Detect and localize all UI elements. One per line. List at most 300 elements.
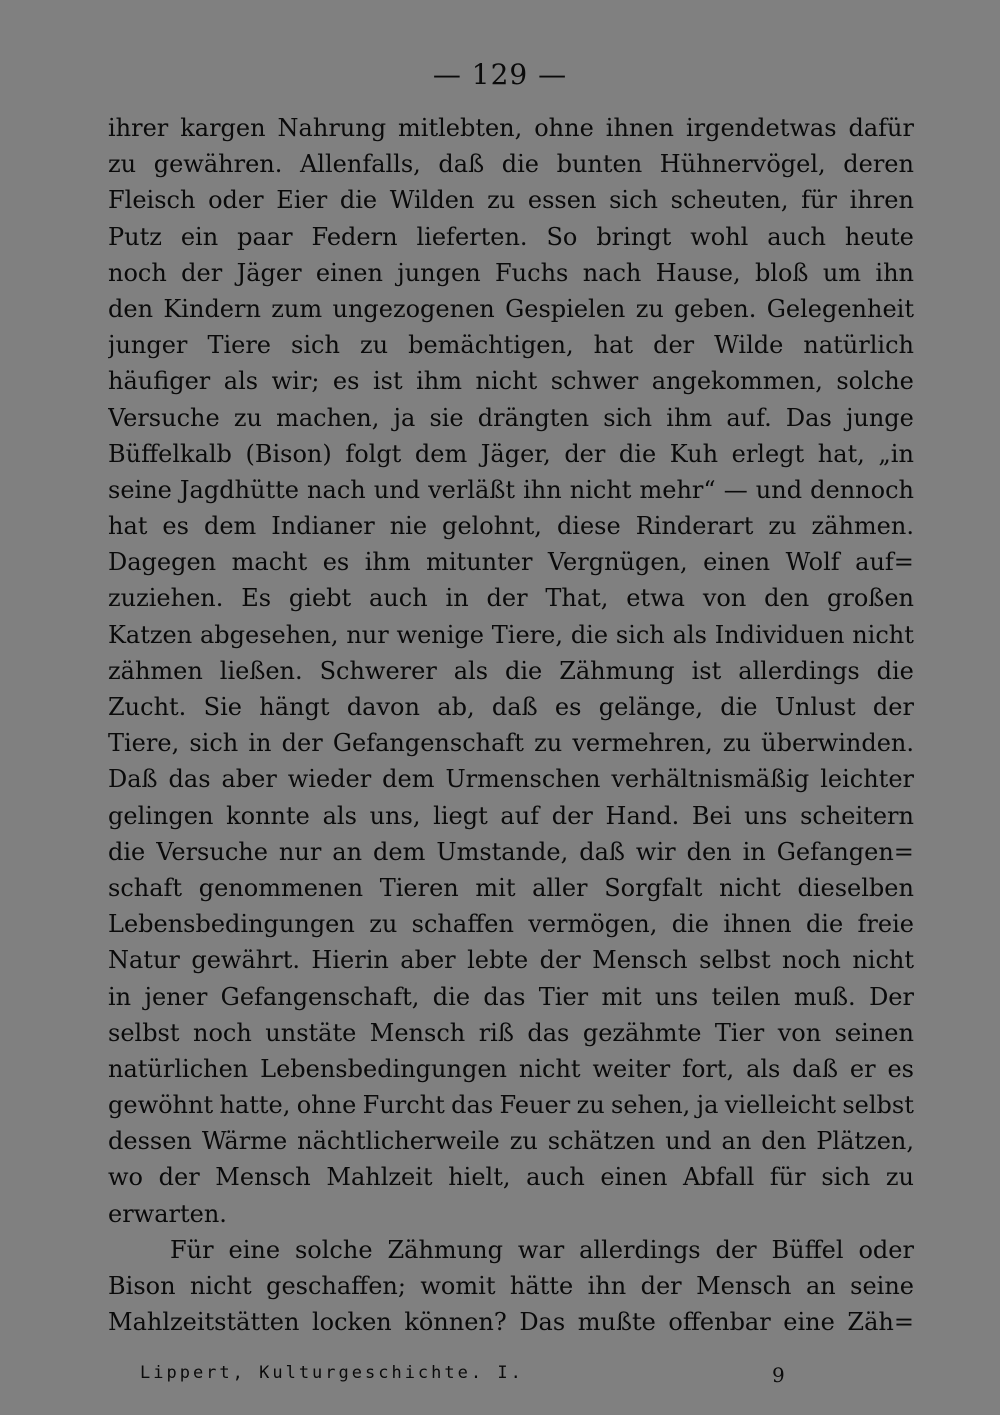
word: an — [721, 1127, 752, 1156]
text-line — [108, 906, 914, 942]
word: Mensch — [215, 1163, 311, 1192]
word: in — [445, 584, 469, 613]
word: zum — [271, 294, 323, 323]
word: scheuten, — [670, 186, 789, 215]
word: essen — [527, 186, 597, 215]
text-line — [108, 219, 914, 255]
word: Lebensbedingungen — [260, 1054, 507, 1083]
word: Rinderart — [635, 512, 754, 541]
text-line — [108, 725, 914, 761]
word: ohne — [296, 1091, 357, 1120]
word: war — [517, 1235, 565, 1264]
word: ein — [180, 222, 219, 251]
word: gewöhnt — [108, 1091, 214, 1120]
word: zähmen. — [811, 512, 914, 541]
word: Das — [785, 403, 832, 432]
word: zu — [576, 1091, 605, 1120]
word: an — [332, 837, 363, 866]
word: die — [108, 837, 146, 866]
word: Der — [869, 982, 914, 1011]
word: Zucht. — [108, 693, 187, 721]
word: ist — [691, 656, 722, 685]
word: gelänge, — [598, 693, 703, 721]
word: zuziehen. — [108, 584, 224, 613]
word: großen — [827, 584, 914, 613]
word: ihnen — [723, 910, 792, 939]
word: in — [108, 982, 132, 1011]
text-line — [108, 617, 914, 653]
word: Dagegen — [108, 548, 217, 577]
word: folgt — [345, 439, 402, 468]
text-line-paragraph-end: erwarten. — [108, 1199, 227, 1228]
word: Mahlzeit — [326, 1163, 433, 1192]
word: oder — [208, 186, 264, 215]
word: auch — [767, 222, 826, 251]
word: aber — [400, 946, 456, 975]
word: drängten — [477, 403, 590, 432]
word: dieselben — [797, 873, 914, 902]
word: dennoch — [810, 475, 914, 504]
text-line — [108, 1304, 914, 1340]
word: von — [777, 1018, 822, 1047]
word: ihn — [587, 1272, 627, 1300]
word: junge — [845, 403, 914, 432]
text-line — [108, 942, 914, 978]
word: ihn — [875, 258, 914, 287]
word: auch — [526, 1163, 585, 1192]
word: und — [373, 475, 421, 504]
word: nächtlicherweile — [297, 1127, 500, 1156]
word: zu — [635, 294, 664, 323]
word: nur — [346, 620, 389, 649]
body-text — [108, 110, 914, 1340]
word: heute — [844, 222, 914, 251]
word: gelingen — [108, 801, 214, 830]
word: Hand. — [605, 801, 680, 830]
word: einen — [600, 1163, 668, 1192]
word: der — [181, 258, 223, 287]
word: daß — [438, 150, 485, 179]
word: Tier — [538, 982, 589, 1011]
word: Wilden — [389, 186, 475, 215]
word: der — [640, 1272, 682, 1300]
word: mehr“ — [639, 475, 716, 504]
word: selbst — [699, 946, 771, 975]
word: es — [554, 693, 582, 721]
word: wieder — [287, 765, 372, 794]
word: Für — [170, 1235, 214, 1264]
text-line — [108, 255, 914, 291]
word: geschaffen; — [266, 1272, 406, 1300]
word: Furcht — [362, 1091, 445, 1120]
word: Gefangenschaft — [332, 729, 524, 758]
word: zu — [487, 186, 516, 215]
word: Allenfalls, — [299, 150, 421, 179]
text-line — [108, 327, 914, 363]
word: zu — [509, 1127, 538, 1156]
word: teilen — [711, 982, 781, 1011]
word: das — [168, 765, 211, 794]
word: erlegt — [731, 439, 805, 468]
word: etwa — [626, 584, 685, 613]
word: konnte — [226, 801, 310, 830]
text-line — [108, 870, 914, 906]
word: hängt — [259, 693, 330, 721]
word: schwer — [550, 367, 639, 396]
word: locken — [311, 1308, 392, 1337]
word: gezähmte — [582, 1018, 702, 1047]
word: eine — [783, 1308, 835, 1337]
signature-line: Lippert, Kulturgeschichte. I. — [140, 1363, 524, 1383]
word: natürlich — [803, 331, 914, 360]
word: solche — [836, 367, 914, 396]
word: Lebensbedingungen — [108, 910, 355, 939]
word: zähmen — [108, 656, 203, 685]
word: Sie — [203, 693, 242, 721]
word: Indianer — [271, 512, 375, 541]
word: Putz — [108, 222, 162, 251]
word: hat, — [817, 439, 865, 468]
word: deren — [843, 150, 914, 179]
word: zu — [359, 331, 389, 360]
word: häufiger — [108, 367, 211, 396]
text-line — [108, 110, 914, 146]
word: Zähmung — [387, 1235, 503, 1264]
word: Katzen — [108, 620, 193, 649]
word: nicht — [518, 1054, 581, 1083]
word: nicht — [189, 1272, 252, 1300]
word: der — [715, 1235, 757, 1264]
word: ab, — [437, 693, 475, 721]
word: angekommen, — [651, 367, 823, 396]
word: mitlebten, — [398, 114, 523, 142]
word: Unlust — [774, 693, 856, 721]
word: zu — [768, 512, 797, 541]
word: Fleisch — [108, 186, 196, 215]
word: ihn — [523, 475, 562, 504]
word: noch — [782, 946, 841, 975]
word: daß — [491, 693, 538, 721]
word: Wärme — [201, 1127, 288, 1156]
word: die — [671, 910, 709, 939]
word: ihm — [666, 403, 713, 432]
word: allerdings — [738, 656, 860, 685]
word: (Bison) — [245, 439, 332, 468]
word: hielt, — [448, 1163, 511, 1192]
word: verhältnismäßig — [611, 765, 810, 794]
word: zu — [108, 150, 137, 179]
word: ungezogenen — [332, 294, 495, 323]
text-line — [108, 400, 914, 436]
word: lebte — [467, 946, 529, 975]
word: nicht — [719, 873, 781, 902]
word: bringt — [596, 222, 672, 251]
word: nicht — [852, 946, 914, 975]
word: Schwerer — [319, 656, 437, 685]
word: die — [432, 982, 471, 1011]
word: ließen. — [219, 656, 303, 685]
word: sie — [429, 403, 464, 432]
word: wohl — [690, 222, 749, 251]
word: überwinden. — [761, 729, 914, 758]
word: die — [501, 150, 539, 179]
word: als — [672, 620, 707, 649]
word: mitunter — [426, 548, 533, 577]
word: nach — [582, 258, 642, 287]
word: schätzen — [547, 1127, 656, 1156]
word: vermögen, — [528, 910, 658, 939]
word: sich — [603, 403, 653, 432]
word: Büffel — [771, 1235, 844, 1264]
word: die — [618, 439, 657, 468]
text-line — [108, 508, 914, 544]
word: riß — [478, 1018, 514, 1047]
word: paar — [237, 222, 293, 251]
text-line — [108, 363, 914, 399]
word: allerdings — [579, 1235, 701, 1264]
word: Büffelkalb — [108, 439, 232, 468]
text-line — [108, 1051, 914, 1087]
word: hat — [593, 331, 634, 360]
word: sich — [821, 1163, 871, 1192]
word: die — [876, 656, 914, 685]
word: Feuer — [499, 1091, 571, 1120]
word: leichter — [820, 765, 914, 794]
word: der — [281, 729, 323, 758]
word: Vergnügen, — [547, 548, 688, 577]
word: offenbar — [668, 1308, 771, 1337]
word: Das — [519, 1308, 566, 1337]
word: Wilde — [714, 331, 784, 360]
word: die — [505, 656, 543, 685]
word: genommenen — [198, 873, 364, 902]
word: das — [451, 1091, 494, 1120]
word: auf — [500, 801, 540, 830]
text-line — [108, 834, 914, 870]
word: Mensch — [369, 1018, 466, 1047]
word: selbst — [842, 1091, 914, 1120]
word: den — [108, 294, 154, 323]
word: zu — [369, 910, 398, 939]
word: — — [723, 475, 748, 504]
text-line — [108, 472, 914, 508]
word: ohne — [534, 114, 594, 142]
word: dem — [203, 512, 257, 541]
word: natürlichen — [108, 1054, 249, 1083]
word: womit — [420, 1272, 496, 1300]
word: die — [570, 620, 609, 649]
word: Natur — [108, 946, 180, 975]
word: Es — [241, 584, 272, 613]
word: gelohnt, — [442, 512, 542, 541]
word: Hühnervögel, — [659, 150, 826, 179]
text-line — [108, 653, 914, 689]
word: Bei — [691, 801, 732, 830]
page-number: — 129 — — [432, 58, 568, 91]
word: selbst — [108, 1018, 180, 1047]
word: bemächtigen, — [408, 331, 574, 360]
word: ihm — [416, 367, 463, 396]
word: mußte — [577, 1308, 656, 1337]
word: Sorgfalt — [604, 873, 703, 902]
word: dessen — [108, 1127, 192, 1156]
sheet-number: 9 — [772, 1363, 785, 1387]
text-line — [108, 580, 914, 616]
word: Tiere, — [108, 729, 180, 758]
word: die — [720, 693, 758, 721]
text-line — [108, 436, 914, 472]
word: Kindern — [163, 294, 261, 323]
word: die — [339, 186, 378, 215]
word: Mahlzeitstätten — [108, 1308, 300, 1337]
word: Daß — [108, 765, 158, 794]
word: Bison — [108, 1272, 176, 1300]
word: diese — [556, 512, 621, 541]
text-line — [108, 291, 914, 327]
word: seine — [850, 1272, 914, 1300]
word: es — [162, 512, 189, 541]
word: abgesehen, — [200, 620, 339, 649]
word: der — [158, 1163, 200, 1192]
word: ihrer — [108, 114, 169, 142]
word: noch — [193, 1018, 252, 1047]
word: unstäte — [265, 1018, 357, 1047]
text-line — [108, 761, 914, 797]
word: von — [702, 584, 747, 613]
word: zu — [885, 1163, 914, 1192]
word: nicht — [852, 620, 914, 649]
word: junger — [108, 331, 188, 360]
text-line — [108, 1159, 914, 1195]
word: schaft — [108, 873, 183, 902]
word: auf= — [855, 548, 914, 577]
word: Jagdhütte — [179, 475, 299, 504]
word: es — [322, 548, 350, 577]
word: und — [755, 475, 803, 504]
word: solche — [294, 1235, 373, 1264]
word: weiter — [592, 1054, 671, 1083]
word: wir; — [271, 367, 320, 396]
word: den — [761, 1127, 807, 1156]
text-line — [108, 689, 914, 725]
word: lieferten. — [416, 222, 528, 251]
word: nur — [278, 837, 322, 866]
word: uns — [654, 982, 699, 1011]
word: daß — [579, 837, 625, 866]
word: Hierin — [311, 946, 389, 975]
word: Individuen — [714, 620, 845, 649]
text-line-paragraph-start — [108, 1232, 914, 1268]
word: ja — [696, 1091, 719, 1120]
word: muß. — [793, 982, 856, 1011]
word: Zäh= — [847, 1308, 914, 1337]
word: Tieren — [379, 873, 459, 902]
word: Tier — [714, 1018, 765, 1047]
word: zu — [233, 403, 262, 432]
word: Versuche — [156, 837, 268, 866]
word: bloß — [754, 258, 809, 287]
word: Urmenschen — [445, 765, 601, 794]
word: aber — [221, 765, 277, 794]
word: Jäger, — [480, 439, 551, 468]
word: ihnen — [605, 114, 675, 142]
word: sich — [615, 620, 665, 649]
word: vielleicht — [724, 1091, 836, 1120]
word: sich — [189, 729, 239, 758]
text-line — [108, 979, 914, 1015]
word: Hause, — [655, 258, 741, 287]
word: in — [742, 837, 766, 866]
word: dafür — [848, 114, 914, 142]
word: sehen, — [611, 1091, 691, 1120]
word: nicht — [475, 367, 538, 396]
word: Jäger — [236, 258, 302, 287]
word: Nahrung — [277, 114, 387, 142]
word: auch — [369, 584, 428, 613]
word: für — [769, 1163, 806, 1192]
word: nicht — [569, 475, 632, 504]
word: sich — [291, 331, 340, 360]
word: ist — [372, 367, 403, 396]
word: Mensch — [696, 1272, 792, 1300]
word: zu — [534, 729, 563, 758]
word: jungen — [397, 258, 481, 287]
word: als — [746, 1054, 781, 1083]
word: Tiere, — [491, 620, 563, 649]
word: geben. — [674, 294, 757, 323]
word: der — [551, 801, 593, 830]
word: einen — [703, 548, 771, 577]
word: eine — [228, 1235, 281, 1264]
word: seine — [108, 475, 172, 504]
word: freie — [857, 910, 914, 939]
word: mit — [601, 982, 642, 1011]
word: macht — [231, 548, 308, 577]
word: um — [822, 258, 862, 287]
word: davon — [346, 693, 420, 721]
word: uns — [744, 801, 788, 830]
word: können? — [404, 1308, 507, 1337]
word: dem — [373, 837, 426, 866]
word: oder — [858, 1235, 914, 1264]
word: Abfall — [683, 1163, 755, 1192]
word: es — [887, 1054, 914, 1083]
word: So — [546, 222, 578, 251]
word: Mensch — [592, 946, 688, 975]
word: Eier — [276, 186, 328, 215]
word: der — [564, 439, 606, 468]
word: fort, — [682, 1054, 735, 1083]
word: in — [248, 729, 272, 758]
word: Plätzen, — [816, 1127, 914, 1156]
word: verläßt — [428, 475, 516, 504]
word: kargen — [180, 114, 266, 142]
word: nach — [307, 475, 366, 504]
word: als — [223, 367, 259, 396]
word: noch — [108, 258, 167, 287]
word: aller — [532, 873, 588, 902]
text-line — [108, 1268, 914, 1304]
word: Zähmung — [559, 656, 675, 685]
text-line — [108, 182, 914, 218]
word: daß — [792, 1054, 838, 1083]
word: wo — [108, 1163, 143, 1192]
word: er — [849, 1054, 876, 1083]
word: wenige — [396, 620, 484, 649]
word: für — [801, 186, 837, 215]
word: Versuche — [108, 403, 220, 432]
text-line — [108, 146, 914, 182]
